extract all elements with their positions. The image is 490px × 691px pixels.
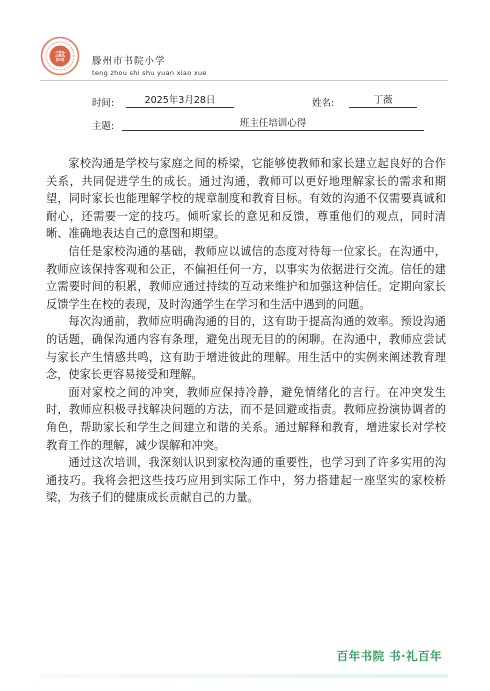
- name-label: 姓名:: [312, 98, 335, 109]
- school-seal-icon: [40, 36, 80, 76]
- name-value: 丁薇: [349, 95, 417, 108]
- school-seal-glyph: 書: [53, 49, 67, 64]
- school-name: 滕州市书院小学: [92, 56, 166, 67]
- time-label: 时间:: [92, 98, 115, 109]
- header-divider: [40, 80, 448, 81]
- topic-label: 主题:: [92, 121, 115, 132]
- paragraph: 信任是家校沟通的基础，教师应以诚信的态度对待每一位家长。在沟通中，教师应该保持客观和公正，不偏袒任何一方，以事实为依据进行交流。信任的建立需要时间的积累，教师应通过持续的互动来维护和加强这种信任。定期向家长反馈学生在校的表现，及时沟通学生在学习和生活中遇到的问题。: [46, 244, 446, 311]
- paragraph: 通过这次培训，我深刻认识到家校沟通的重要性，也学习到了许多实用的沟通技巧。我将会把这些技巧应用到实际工作中，努力搭建起一座坚实的家校桥梁，为孩子们的健康成长贡献自己的力量。: [46, 456, 446, 505]
- paragraph: 家校沟通是学校与家庭之间的桥梁，它能够使教师和家长建立起良好的合作关系，共同促进学生的成长。通过沟通，教师可以更好地理解家长的需求和期望，同时家长也能理解学校的规章制度和教育目标。有效的沟通不仅需要真诚和耐心，还需要一定的技巧。倾听家长的意见和反馈，尊重他们的观点，同时清晰、准确地表达自己的意图和期望。: [46, 157, 446, 241]
- school-pinyin: teng zhou shi shu yuan xiao xue: [92, 69, 207, 77]
- document-body: [46, 155, 446, 507]
- topic-value: 班主任培训心得: [122, 118, 424, 131]
- footer-slogan: 百年书院 书·礼百年: [336, 649, 442, 663]
- paragraph: 面对家校之间的冲突，教师应保持冷静，避免情绪化的言行。在冲突发生时，教师应积极寻找解决问题的方法，而不是回避或指责。教师应扮演协调者的角色，帮助家长和学生之间建立和谐的关系。通过解释和教育，增进家长对学校教育工作的理解，减少误解和冲突。: [46, 385, 446, 452]
- paragraph: 每次沟通前，教师应明确沟通的目的，这有助于提高沟通的效率。预设沟通的话题，确保沟通内容有条理，避免出现无目的的闲聊。在沟通中，教师应尝试与家长产生情感共鸣，这有助于增进彼此的理解。用生活中的实例来阐述教育理念，使家长更容易接受和理解。: [46, 315, 446, 382]
- time-value: 2025年3月28日: [126, 95, 234, 108]
- footer-band: [40, 674, 448, 678]
